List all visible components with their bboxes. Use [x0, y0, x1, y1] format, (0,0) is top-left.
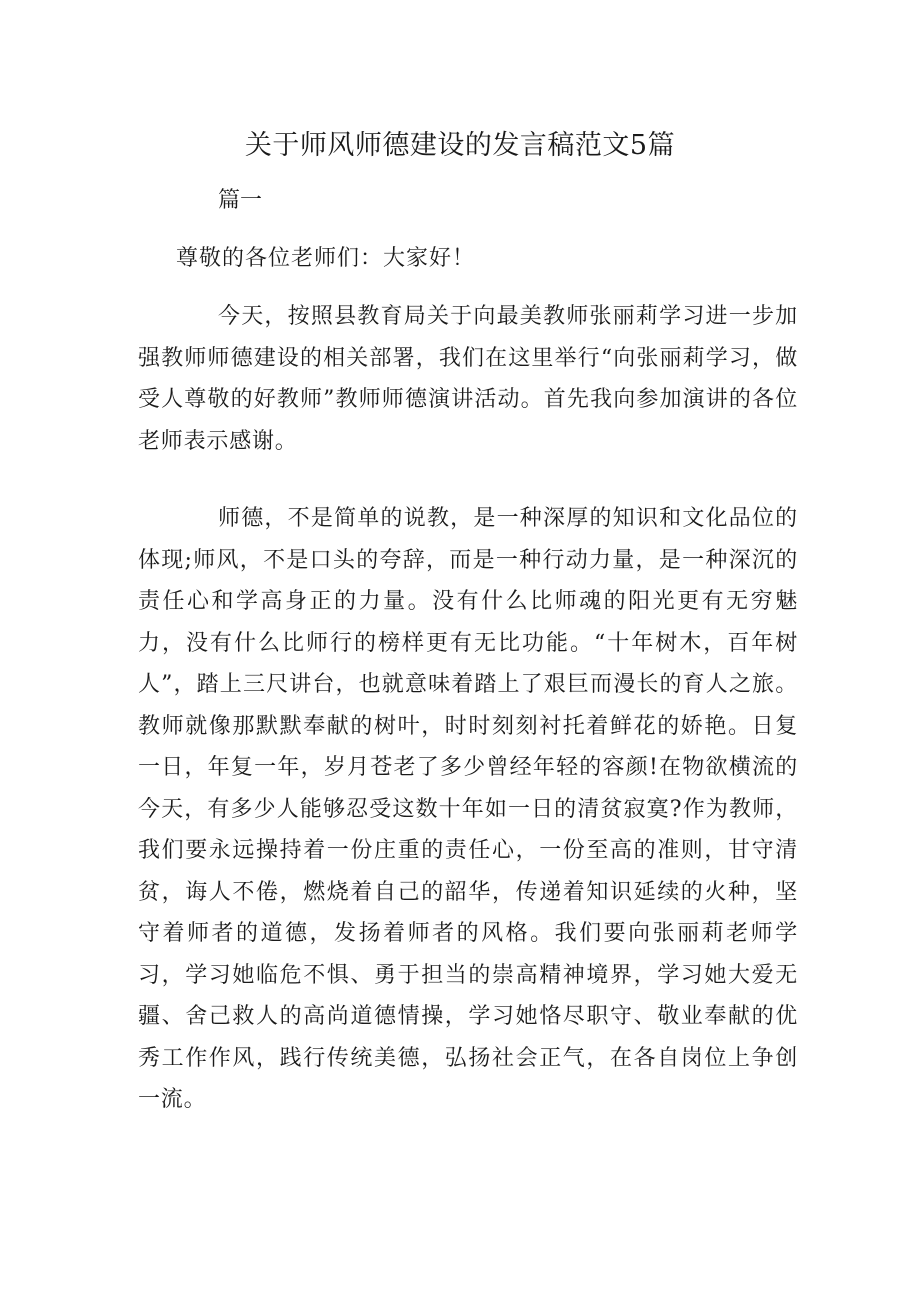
greeting-line: 尊敬的各位老师们：大家好！ — [176, 246, 476, 271]
paragraph-teacher-ethics: 师德，不是简单的说教，是一种深厚的知识和文化品位的体现;师风，不是口头的夸辞，而是一种行动力量，是一种深沉的责任心和学高身正的力量。没有什么比师魂的阳光更有无穷魅力，没有什么比师行的榜样更有无比功能。“十年树木，百年树人”，踏上三尺讲台，也就意味着踏上了艰巨而漫长的育人之旅。教师就像那默默奉献的树叶，时时刻刻衬托着鲜花的娇艳。日复一日，年复一年，岁月苍老了多少曾经年轻的容颜!在物欲横流的今天，有多少人能够忍受这数十年如一日的清贫寂寞?作为教师，我们要永远操持着一份庄重的责任心，一份至高的准则，甘守清贫，诲人不倦，燃烧着自己的韶华，传递着知识延续的火种，坚守着师者的道德，发扬着师者的风格。我们要向张丽莉老师学习，学习她临危不惧、勇于担当的崇高精神境界，学习她大爱无疆、舍己救人的高尚道德情操，学习她恪尽职守、敬业奉献的优秀工作作风，践行传统美德，弘扬社会正气，在各自岗位上争创一流。 — [138, 506, 798, 1112]
document-title: 关于师风师德建设的发言稿范文5篇 — [244, 130, 676, 161]
section-label: 篇一 — [218, 188, 263, 213]
paragraph-intro: 今天，按照县教育局关于向最美教师张丽莉学习进一步加强教师师德建设的相关部署，我们在这里举行“向张丽莉学习，做受人尊敬的好教师”教师师德演讲活动。首先我向参加演讲的各位老师表示感谢。 — [138, 304, 798, 454]
